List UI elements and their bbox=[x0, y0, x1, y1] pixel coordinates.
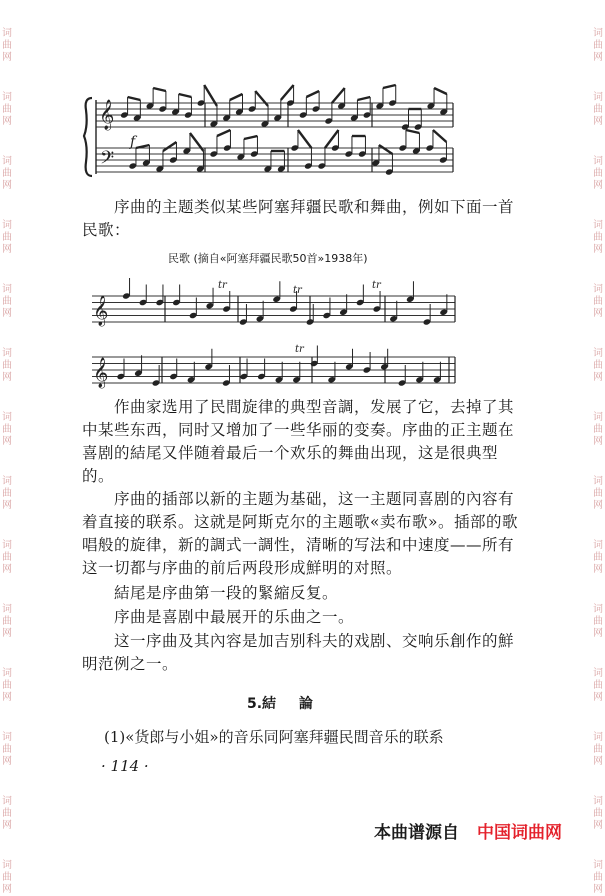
song-treble-clef-2: 𝄞 bbox=[93, 358, 109, 388]
note-beam bbox=[433, 130, 447, 142]
watermark-group: 词 曲 网 bbox=[593, 732, 603, 767]
subsection-title: (1)«货郎与小姐»的音乐同阿塞拜疆民間音乐的联系 bbox=[104, 728, 444, 746]
paragraph-episode bbox=[82, 488, 518, 580]
footer-brand: 中国词曲网 bbox=[477, 823, 562, 843]
watermark-group: 词 曲 网 bbox=[2, 732, 12, 767]
text-line: 这一切都与序曲的前后两段形成鮮明的对照。 bbox=[82, 559, 403, 577]
watermark-group: 词 曲 网 bbox=[593, 540, 603, 575]
watermark-group: 词 曲 网 bbox=[593, 796, 603, 831]
text-line: 着直接的联系。这就是阿斯克尔的主题歌«卖布歌»。插部的歌 bbox=[82, 513, 518, 531]
text-line: 結尾是序曲第一段的緊縮反复。 bbox=[114, 584, 339, 602]
text-line: 序曲的插部以新的主题为基础，这一主题同喜剧的內容有 bbox=[114, 490, 515, 508]
text-line: 序曲的主题类似某些阿塞拜疆民歌和舞曲，例如下面一首 bbox=[114, 198, 515, 216]
note-beam bbox=[332, 88, 345, 103]
note-beam bbox=[163, 142, 177, 151]
watermark-group: 词 曲 网 bbox=[593, 348, 603, 383]
note-beam bbox=[379, 145, 393, 154]
paragraph-composer bbox=[82, 396, 515, 488]
note-beam bbox=[434, 88, 447, 94]
note-beam bbox=[406, 130, 420, 133]
note-beam bbox=[281, 85, 294, 100]
grand-staff-brace bbox=[84, 98, 92, 176]
note-beam bbox=[383, 85, 396, 88]
watermark-group: 词 曲 网 bbox=[593, 284, 603, 319]
paragraph-most-developed bbox=[82, 606, 464, 629]
watermark-group: 词 曲 网 bbox=[593, 604, 603, 639]
folk-song-caption: 民歌 (摘自«阿塞拜疆民歌50首»1938年) bbox=[168, 252, 368, 265]
piano-score-system bbox=[84, 85, 453, 176]
note-beam bbox=[217, 130, 231, 136]
trill-mark-4: tr bbox=[295, 344, 304, 355]
watermark-group: 词 曲 网 bbox=[593, 156, 603, 191]
note-beam bbox=[306, 91, 319, 97]
watermark-group: 词 曲 网 bbox=[593, 476, 603, 511]
song-treble-clef-1: 𝄞 bbox=[93, 296, 109, 326]
dynamic-forte-marking: f bbox=[130, 134, 136, 150]
watermark-group: 词 曲 网 bbox=[593, 860, 603, 895]
watermark-group: 词 曲 网 bbox=[2, 668, 12, 703]
trill-mark-3: tr bbox=[372, 280, 381, 291]
watermark-group: 词 曲 网 bbox=[593, 220, 603, 255]
text-line: 明范例之一。 bbox=[82, 655, 179, 673]
note-beam bbox=[230, 94, 243, 100]
paragraph-intro bbox=[82, 196, 515, 242]
bass-clef-piano: 𝄢 bbox=[100, 148, 115, 173]
folk-song-staff-2 bbox=[92, 346, 455, 387]
note-beam bbox=[298, 130, 312, 148]
watermark-group: 词 曲 网 bbox=[2, 348, 12, 383]
watermark-group: 词 曲 网 bbox=[2, 604, 12, 639]
text-line: 喜剧的結尾又伴随着最后一个欢乐的舞曲出现，这是很典型 bbox=[82, 444, 499, 462]
text-line: 这一序曲及其內容是加吉别科夫的戏剧、交响乐創作的鮮 bbox=[114, 632, 515, 650]
footer-prefix: 本曲谱源自 bbox=[374, 823, 459, 843]
paragraph-coda bbox=[82, 582, 464, 605]
watermark-group: 词 曲 网 bbox=[2, 796, 12, 831]
source-footer bbox=[374, 818, 562, 843]
page-number: · 114 · bbox=[101, 757, 149, 775]
note-beam bbox=[357, 97, 370, 100]
folk-song-staff-1 bbox=[92, 278, 455, 326]
watermark-group: 词 曲 网 bbox=[2, 476, 12, 511]
note-beam bbox=[153, 88, 166, 91]
watermark-group: 词 曲 网 bbox=[593, 92, 603, 127]
note-beam bbox=[244, 136, 258, 139]
watermark-group: 词 曲 网 bbox=[593, 28, 603, 63]
note-beam bbox=[255, 91, 268, 106]
note-beam bbox=[128, 97, 141, 100]
trill-mark-2: tr bbox=[293, 285, 302, 296]
watermark-group: 词 曲 网 bbox=[2, 540, 12, 575]
note-beam bbox=[179, 94, 192, 97]
treble-staff-piano bbox=[96, 85, 453, 131]
text-line: 的。 bbox=[82, 467, 115, 485]
text-line: 唱般的旋律，新的調式一調性，清晰的写法和中速度——所有 bbox=[82, 536, 515, 554]
watermark-group: 词 曲 网 bbox=[2, 284, 12, 319]
text-line: 序曲是喜剧中最展开的乐曲之一。 bbox=[114, 608, 355, 626]
trill-mark-1: tr bbox=[218, 280, 227, 291]
watermark-group: 词 曲 网 bbox=[2, 156, 12, 191]
watermark-group: 词 曲 网 bbox=[2, 92, 12, 127]
text-line: 中某些东西，同时又增加了一些华丽的变奏。序曲的正主题在 bbox=[82, 421, 515, 439]
watermark-group: 词 曲 网 bbox=[2, 220, 12, 255]
paragraph-example bbox=[82, 630, 515, 676]
bass-staff-piano bbox=[96, 130, 453, 176]
text-line: 民歌： bbox=[82, 221, 131, 239]
watermark-group: 词 曲 网 bbox=[593, 412, 603, 447]
watermark-group: 词 曲 网 bbox=[2, 860, 12, 895]
watermark-group: 词 曲 网 bbox=[2, 412, 12, 447]
treble-clef-piano: 𝄞 bbox=[99, 100, 115, 130]
section-heading: 5.結 論 bbox=[247, 696, 313, 712]
text-line: 作曲家选用了民間旋律的典型音調，发展了它，去掉了其 bbox=[114, 398, 515, 416]
watermark-group: 词 曲 网 bbox=[593, 668, 603, 703]
watermark-group: 词 曲 网 bbox=[2, 28, 12, 63]
